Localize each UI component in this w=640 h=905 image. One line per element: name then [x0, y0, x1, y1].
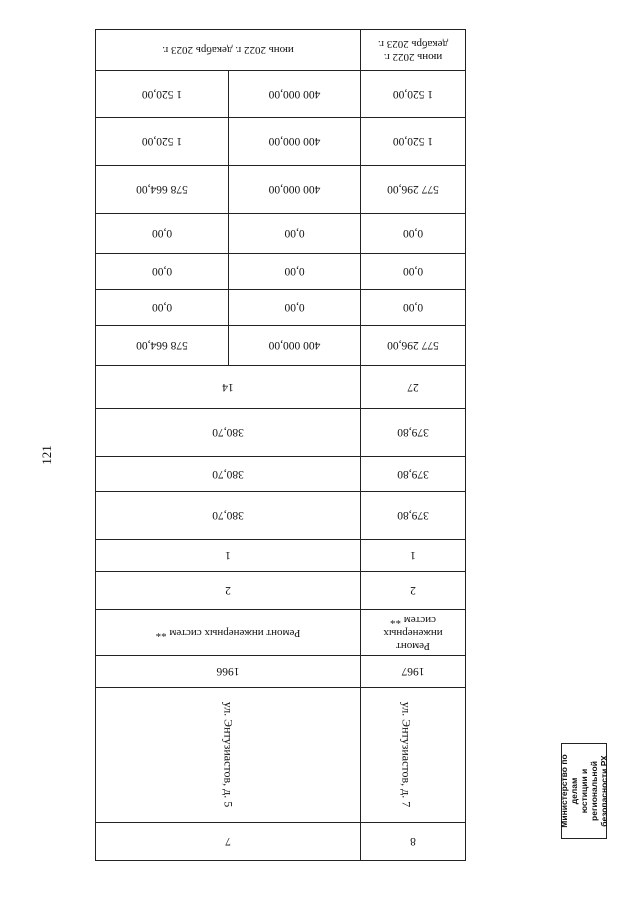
row7-cost-2a-b: 0,00	[96, 290, 229, 326]
row7-unit-cost-a: 400 000,00	[229, 118, 361, 166]
table-row	[96, 326, 466, 366]
stamp-line: юстиции и региональной	[579, 761, 599, 821]
row8-period: июнь 2022 г. декабрь 2023 г.	[361, 30, 466, 71]
row7-col-a: 2	[96, 572, 361, 610]
row8-unit-cost: 1 520,00	[361, 118, 466, 166]
row8-work: Ремонт инженерных систем **	[361, 610, 466, 656]
row7-address: ул. Энтузиастов, д. 5	[221, 702, 236, 808]
row7-cost-2c-b: 0,00	[96, 214, 229, 254]
stamp-text	[561, 743, 607, 839]
row8-total-cost: 577 296,00	[361, 326, 466, 366]
table-row	[96, 118, 466, 166]
row8-address: ул. Энтузиастов, д. 7	[399, 702, 414, 808]
table-row	[96, 71, 466, 118]
row7-cost-2c-a: 0,00	[229, 214, 361, 254]
table-row	[96, 610, 466, 656]
row7-col-b: 1	[96, 540, 361, 572]
row7-cost-fund-b: 578 664,00	[96, 166, 229, 214]
row7-address-cell	[96, 688, 361, 823]
row7-cost-2b-a: 0,00	[229, 254, 361, 290]
row8-limit-cost: 1 520,00	[361, 71, 466, 118]
row7-work: Ремонт инженерных систем **	[96, 610, 361, 656]
row7-area-1: 380,70	[96, 492, 361, 540]
row7-total-cost-a: 400 000,00	[229, 326, 361, 366]
table-row	[96, 290, 466, 326]
row7-year: 1966	[96, 656, 361, 688]
table-row	[96, 366, 466, 409]
row7-unit-cost-b: 1 520,00	[96, 118, 229, 166]
table-row	[96, 254, 466, 290]
stamp-line: безопасности РХ	[599, 755, 609, 827]
row8-col-b: 1	[361, 540, 466, 572]
table-row	[96, 823, 466, 861]
row8-col-a: 2	[361, 572, 466, 610]
row8-year: 1967	[361, 656, 466, 688]
table-row	[96, 166, 466, 214]
ministry-stamp	[561, 743, 607, 839]
row8-cost-2b: 0,00	[361, 254, 466, 290]
row7-limit-cost-a: 400 000,00	[229, 71, 361, 118]
row7-count: 14	[96, 366, 361, 409]
row8-area-3: 379,80	[361, 409, 466, 457]
row7-cost-2b-b: 0,00	[96, 254, 229, 290]
table-row	[96, 214, 466, 254]
table-row	[96, 688, 466, 823]
row7-cost-fund-a: 400 000,00	[229, 166, 361, 214]
row7-cost-2a-a: 0,00	[229, 290, 361, 326]
row8-count: 27	[361, 366, 466, 409]
row7-index: 7	[96, 823, 361, 861]
table-row	[96, 457, 466, 492]
table-row	[96, 492, 466, 540]
table-row	[96, 540, 466, 572]
page-number: 121	[39, 445, 54, 465]
row8-address-cell	[361, 688, 466, 823]
table-row	[96, 30, 466, 71]
row7-area-3: 380,70	[96, 409, 361, 457]
row8-cost-2a: 0,00	[361, 290, 466, 326]
row8-cost-2c: 0,00	[361, 214, 466, 254]
stamp-line: Министерство по делам	[559, 754, 579, 828]
row7-total-cost-b: 578 664,00	[96, 326, 229, 366]
row8-index: 8	[361, 823, 466, 861]
row8-area-2: 379,80	[361, 457, 466, 492]
table-row	[96, 656, 466, 688]
table-row	[96, 409, 466, 457]
table-row	[96, 572, 466, 610]
row7-period: июнь 2022 г. декабрь 2023 г.	[96, 30, 361, 71]
row7-area-2: 380,70	[96, 457, 361, 492]
row8-area-1: 379,80	[361, 492, 466, 540]
row7-limit-cost-b: 1 520,00	[96, 71, 229, 118]
register-table	[96, 30, 466, 861]
row8-cost-fund: 577 296,00	[361, 166, 466, 214]
